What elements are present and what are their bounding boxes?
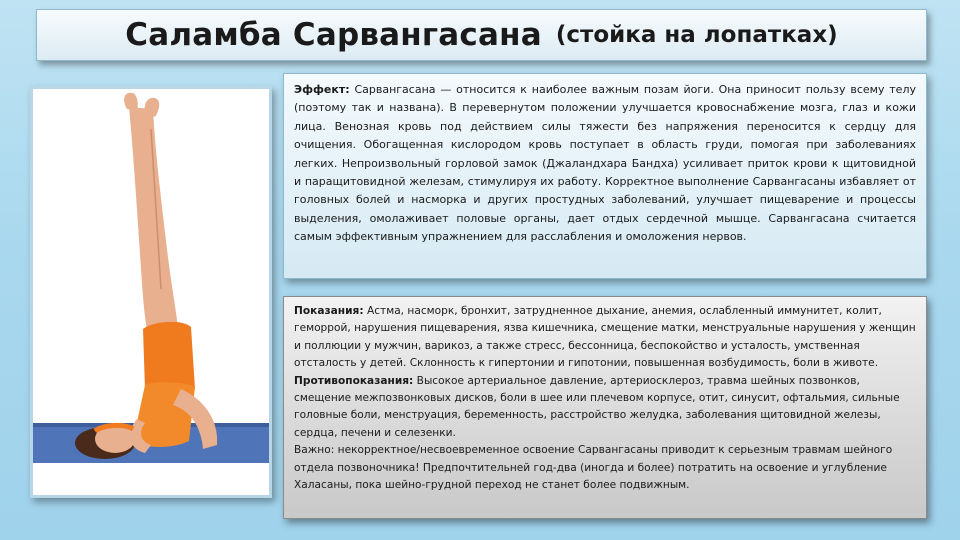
warning-text: Важно: некорректное/несвоевременное освоение Сарвангасаны приводит к серьезным травмам шейного отдела позвоночника! Предпочтительней год-два (иногда и более) потратить на освоение и углубление Халасаны, пока шейно-грудной переход не станет более подвижным.	[294, 444, 893, 492]
page-subtitle: (стойка на лопатках)	[555, 22, 838, 48]
foot-left	[124, 93, 138, 111]
page-title: Саламба Сарвангасана	[125, 17, 542, 53]
indications-text: Астма, насморк, бронхит, затрудненное дыхание, анемия, ослабленный иммунитет, колит, геморрой, нарушения пищеварения, язва кишечника, смещение матки, менструальные нарушения у женщин и поллюции у мужчин, варикоз, а также стресс, бессонница, беспокойство и усталость, умственная отсталость у детей. Склонность к гипертонии и гипотонии, повышенная возбудимость, боли в животе.	[294, 305, 916, 370]
shoulderstand-illustration	[33, 89, 269, 495]
indications-label: Показания:	[294, 305, 364, 317]
indications-panel	[283, 296, 927, 519]
indications-paragraph	[294, 303, 917, 373]
contraindications-label: Противопоказания:	[294, 374, 414, 387]
effect-panel	[283, 73, 927, 279]
effect-label: Эффект:	[294, 83, 350, 96]
contraindications-text: Высокое артериальное давление, артериосклероз, травма шейных позвонков, смещение межпозвонковых дисков, боли в шее или плечевом корпусе, отит, синусит, офтальмия, сильные головные боли, менструация, беременность, расстройство желудка, заболевания щитовидной железы, сердца, печени и селезенки.	[294, 374, 900, 439]
effect-text: Сарвангасана — относится к наиболее важным позам йоги. Она приносит пользу всему телу (поэтому так и названа). В перевернутом положении улучшается кровоснабжение мозга, глаз и кожи лица. Венозная кровь под действием силы тяжести без напряжения переносится к сердцу для очищения. Обогащенная кислородом кровь поступает в область груди, помогая при заболеваниях легких. Непроизвольный горловой замок (Джаландхара Бандха) усиливает приток крови к щитовидной и паращитовидной железам, стимулируя их работу. Корректное выполнение Сарвангасаны избавляет от головных болей и насморка и других простудных заболеваний, улучшает пищеварение и процессы выделения, омолаживает половые органы, дает отдых сердечной мышце. Сарвангасана считается самым эффективным упражнением для расслабления и омоложения нервов.	[294, 83, 916, 244]
pose-photo	[30, 86, 272, 498]
legs	[129, 107, 179, 339]
title-banner	[36, 9, 927, 61]
contraindications-paragraph	[294, 373, 917, 443]
